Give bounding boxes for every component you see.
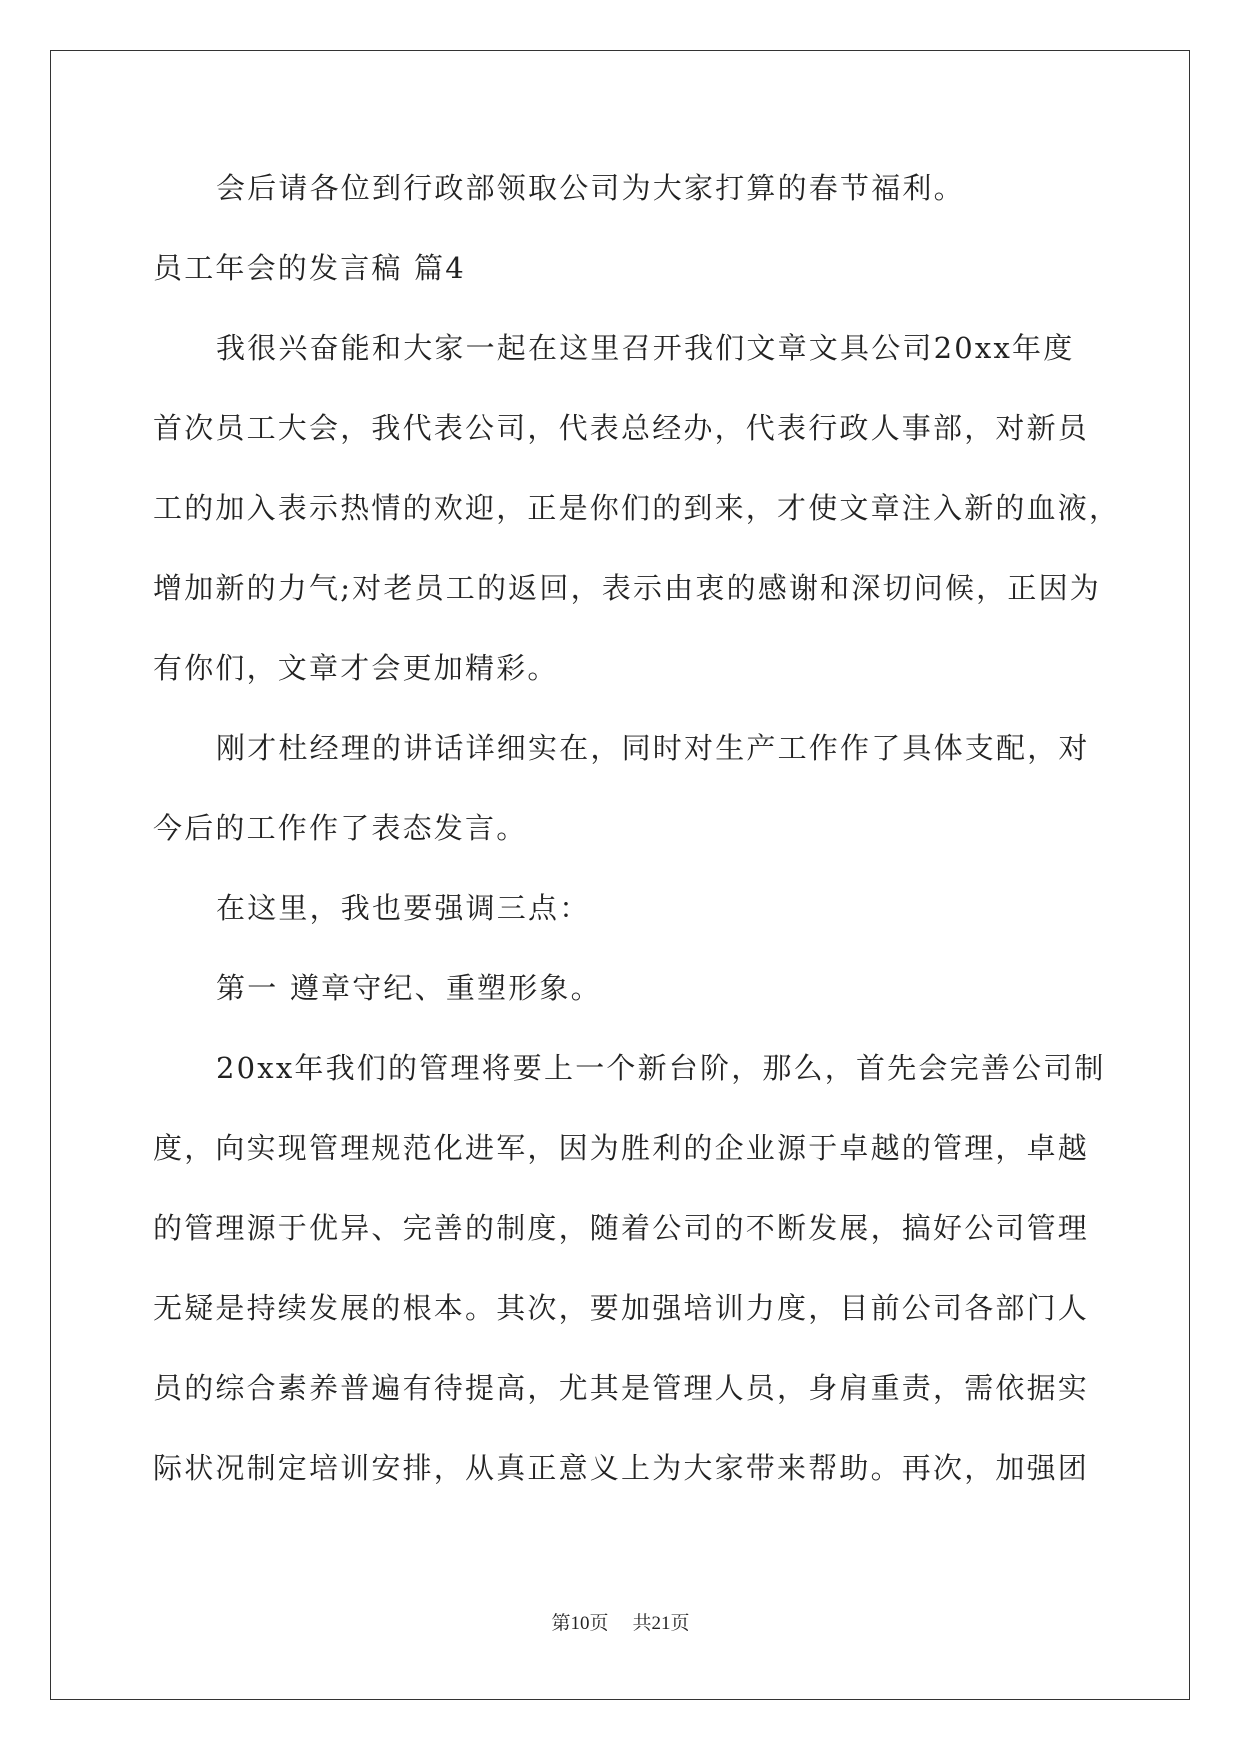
- paragraph-6-line-6: 际状况制定培训安排，从真正意义上为大家带来帮助。再次，加强团: [153, 1451, 1090, 1485]
- page-number: 第10页: [551, 1613, 609, 1634]
- page-footer: [0, 1612, 1241, 1636]
- paragraph-2-line-2: 首次员工大会，我代表公司，代表总经办，代表行政人事部，对新员: [153, 411, 1090, 445]
- paragraph-2-line-1: 我很兴奋能和大家一起在这里召开我们文章文具公司20xx年度: [216, 331, 1075, 365]
- paragraph-2-line-4: 增加新的力气;对老员工的返回，表示由衷的感谢和深切问候，正因为: [153, 571, 1101, 605]
- section-heading: 员工年会的发言稿 篇4: [153, 251, 466, 285]
- paragraph-6-line-5: 员的综合素养普遍有待提高，尤其是管理人员，身肩重责，需依据实: [153, 1371, 1090, 1405]
- paragraph-6-line-1: 20xx年我们的管理将要上一个新台阶，那么，首先会完善公司制: [216, 1051, 1106, 1085]
- paragraph-6-line-3: 的管理源于优异、完善的制度，随着公司的不断发展，搞好公司管理: [153, 1211, 1090, 1245]
- paragraph-4-line-1: 在这里，我也要强调三点：: [216, 891, 591, 925]
- paragraph-2-line-5: 有你们，文章才会更加精彩。: [153, 651, 559, 685]
- paragraph-3-line-2: 今后的工作作了表态发言。: [153, 811, 528, 845]
- paragraph-2-line-3: 工的加入表示热情的欢迎，正是你们的到来，才使文章注入新的血液，: [153, 491, 1121, 525]
- paragraph-6-line-2: 度，向实现管理规范化进军，因为胜利的企业源于卓越的管理，卓越: [153, 1131, 1090, 1165]
- paragraph-1-line-1: 会后请各位到行政部领取公司为大家打算的春节福利。: [216, 171, 965, 205]
- paragraph-5-line-1: 第一 遵章守纪、重塑形象。: [216, 971, 602, 1005]
- paragraph-3-line-1: 刚才杜经理的讲话详细实在，同时对生产工作作了具体支配，对: [216, 731, 1090, 765]
- paragraph-6-line-4: 无疑是持续发展的根本。其次，要加强培训力度，目前公司各部门人: [153, 1291, 1090, 1325]
- page-total: 共21页: [632, 1613, 690, 1634]
